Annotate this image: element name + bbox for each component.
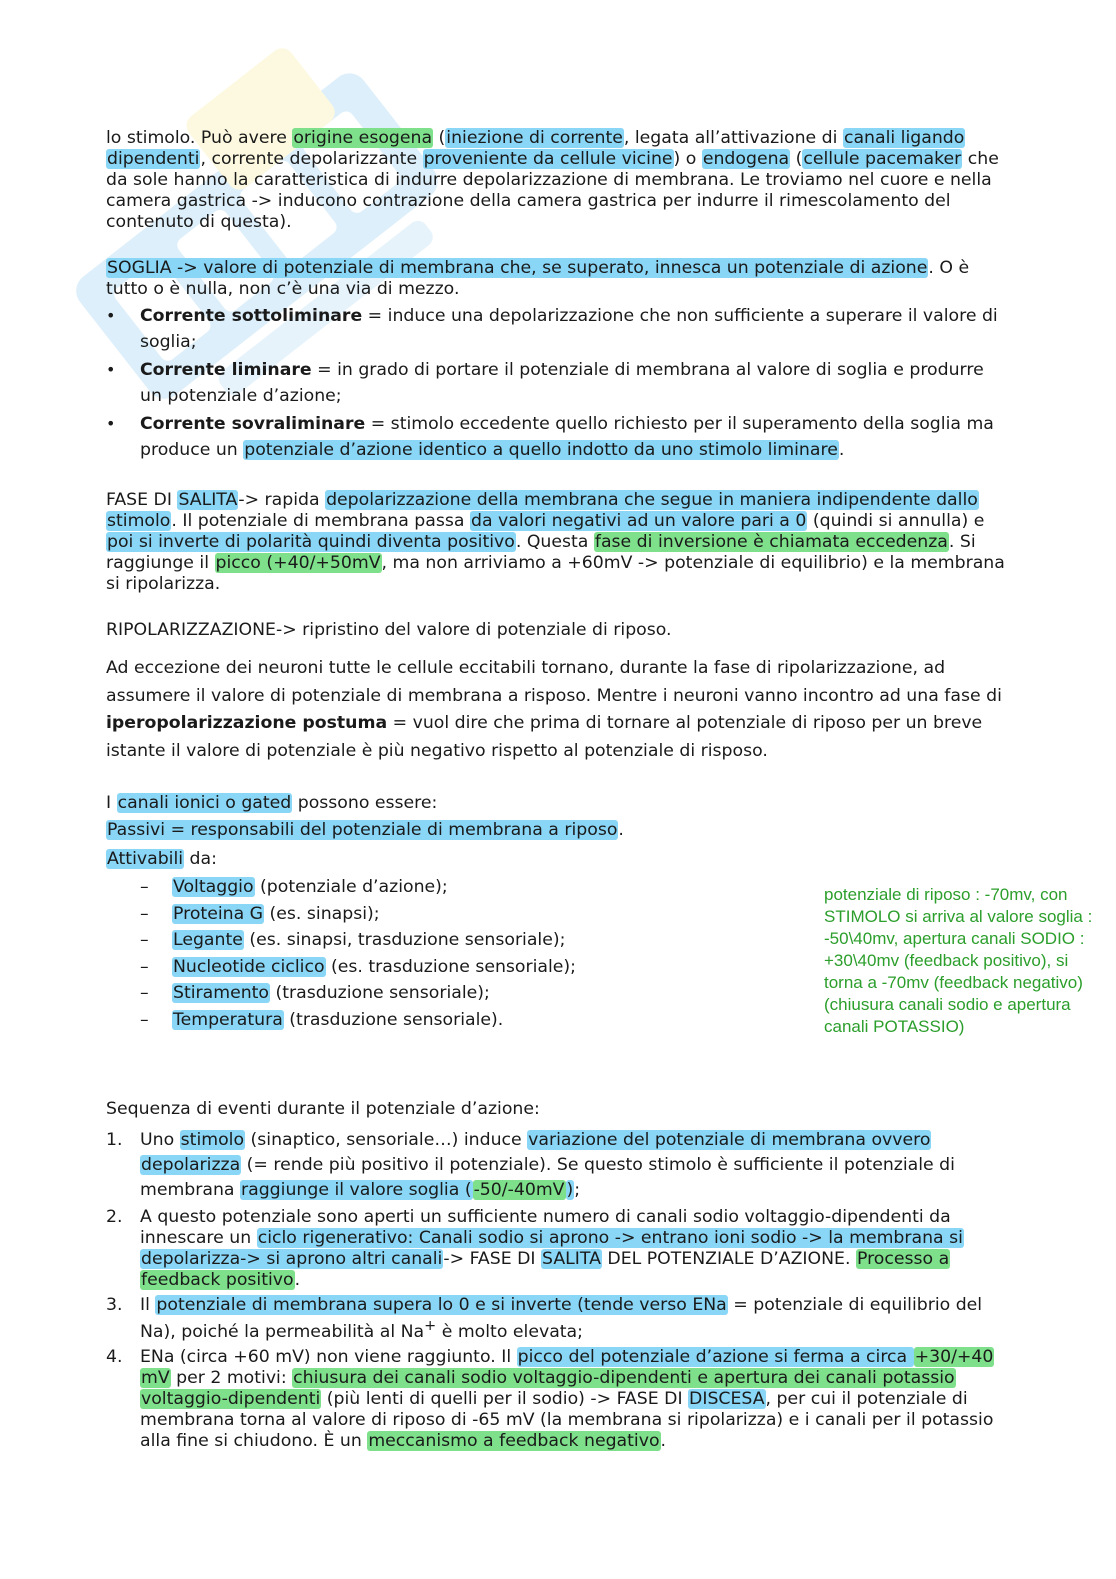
list-item: 3. Il potenziale di membrana supera lo 0 e si inverte (tende verso ENa = potenziale di equilibrio del Na), poiché la permeabilità al Na+ è molto elevata;: [106, 1295, 983, 1342]
list-item: 2. A questo potenziale sono aperti un sufficiente numero di canali sodio voltaggio-dipendenti da innescare un ciclo rigenerativo: Canali sodio si aprono -> entrano ioni sodio -> la membrana si depolarizza-> si aprono altri canali-> FASE DI SALITA DEL POTENZIALE D’AZIONE. Processo a feedback positivo.: [106, 1207, 963, 1290]
current-types-list: [106, 303, 1006, 463]
salita-paragraph: FASE DI SALITA-> rapida depolarizzazione della membrana che segue in maniera indipendente dallo stimolo. Il potenziale di membrana passa da valori negativi ad un valore pari a 0 (quindi si annulla) e poi si inverte di polarità quindi diventa positivo. Questa fase di inversione è chiamata eccedenza. Si raggiunge il picco (+40/+50mV, ma non arriviamo a +60mV -> potenziale di equilibrio) e la membrana si ripolarizza.: [106, 490, 1005, 594]
list-item: – Legante (es. sinapsi, trasduzione sensoriale);: [106, 927, 1006, 954]
soglia-paragraph: SOGLIA -> valore di potenziale di membrana che, se superato, innesca un potenziale di azione. O è tutto o è nulla, non c’è una via di mezzo.: [106, 258, 970, 299]
list-item: 4. ENa (circa +60 mV) non viene raggiunto. Il picco del potenziale d’azione si ferma a circa +30/+40 mV per 2 motivi: chiusura dei canali sodio voltaggio-dipendenti e apertura dei canali potassio voltaggio-dipendenti (più lenti di quelli per il sodio) -> FASE DI DISCESA, per cui il potenziale di membrana torna al valore di riposo di -65 mV (la membrana si ripolarizza) e i canali per il potassio alla fine si chiudono. È un meccanismo a feedback negativo.: [106, 1346, 994, 1451]
list-item: • Corrente sottoliminare = induce una depolarizzazione che non sufficiente a superare il valore di soglia;: [106, 303, 1006, 355]
ripolarizzazione-paragraph: Ad eccezione dei neuroni tutte le cellule eccitabili tornano, durante la fase di ripolarizzazione, ad assumere il valore di potenziale di membrana a risposo. Mentre i neuroni vanno incontro ad una fase di iperopolarizzazione postuma = vuol dire che prima di tornare al potenziale di riposo per un breve istante il valore di potenziale è più negativo rispetto al potenziale di risposo.: [106, 658, 1002, 761]
list-item: • Corrente liminare = in grado di portare il potenziale di membrana al valore di soglia e produrre un potenziale d’azione;: [106, 357, 1006, 409]
list-item: – Nucleotide ciclico (es. trasduzione sensoriale);: [106, 954, 1006, 981]
canali-attivabili: Attivabili da:: [107, 849, 217, 869]
side-note: potenziale di riposo : -70mv, con STIMOLO si arriva al valore soglia : -50\40mv, apertura canali SODIO : +30\40mv (feedback positivo), si torna a -70mv (feedback negativo) (chiusura canali sodio e apertura canali POTASSIO): [824, 885, 1093, 1036]
intro-paragraph: lo stimolo. Può avere origine esogena (iniezione di corrente, legata all’attivazione di canali ligando dipendenti, corrente depolarizzante proveniente da cellule vicine) o endogena (cellule pacemaker che da sole hanno la caratteristica di indurre depolarizzazione di membrana. Le troviamo nel cuore e nella camera gastrica -> inducono contrazione della camera gastrica per indurre il rimescolamento del contenuto di questa).: [106, 128, 999, 232]
list-item: • Corrente sovraliminare = stimolo eccedente quello richiesto per il superamento della soglia ma produce un potenziale d’azione identico a quello indotto da uno stimolo liminare.: [106, 411, 1006, 463]
sequenza-title: Sequenza di eventi durante il potenziale d’azione:: [106, 1099, 540, 1119]
canali-intro: I canali ionici o gated possono essere:: [106, 793, 438, 813]
sequence-list: [106, 1128, 1006, 1452]
canali-passivi: Passivi = responsabili del potenziale di membrana a riposo.: [107, 820, 624, 840]
list-item: 1. Uno stimolo (sinaptico, sensoriale…) induce variazione del potenziale di membrana ovvero depolarizza (= rende più positivo il potenziale). Se questo stimolo è sufficiente il potenziale di membrana raggiunge il valore soglia ( -50/-40mV );: [106, 1130, 955, 1200]
list-item: – Stiramento (trasduzione sensoriale);: [106, 980, 1006, 1007]
document-page: [106, 128, 1006, 1456]
list-item: – Voltaggio (potenziale d’azione);: [106, 874, 1006, 901]
list-item: – Proteina G (es. sinapsi);: [106, 901, 1006, 928]
ripolarizzazione-heading: RIPOLARIZZAZIONE-> ripristino del valore di potenziale di riposo.: [106, 620, 672, 640]
list-item: – Temperatura (trasduzione sensoriale).: [106, 1007, 1006, 1034]
